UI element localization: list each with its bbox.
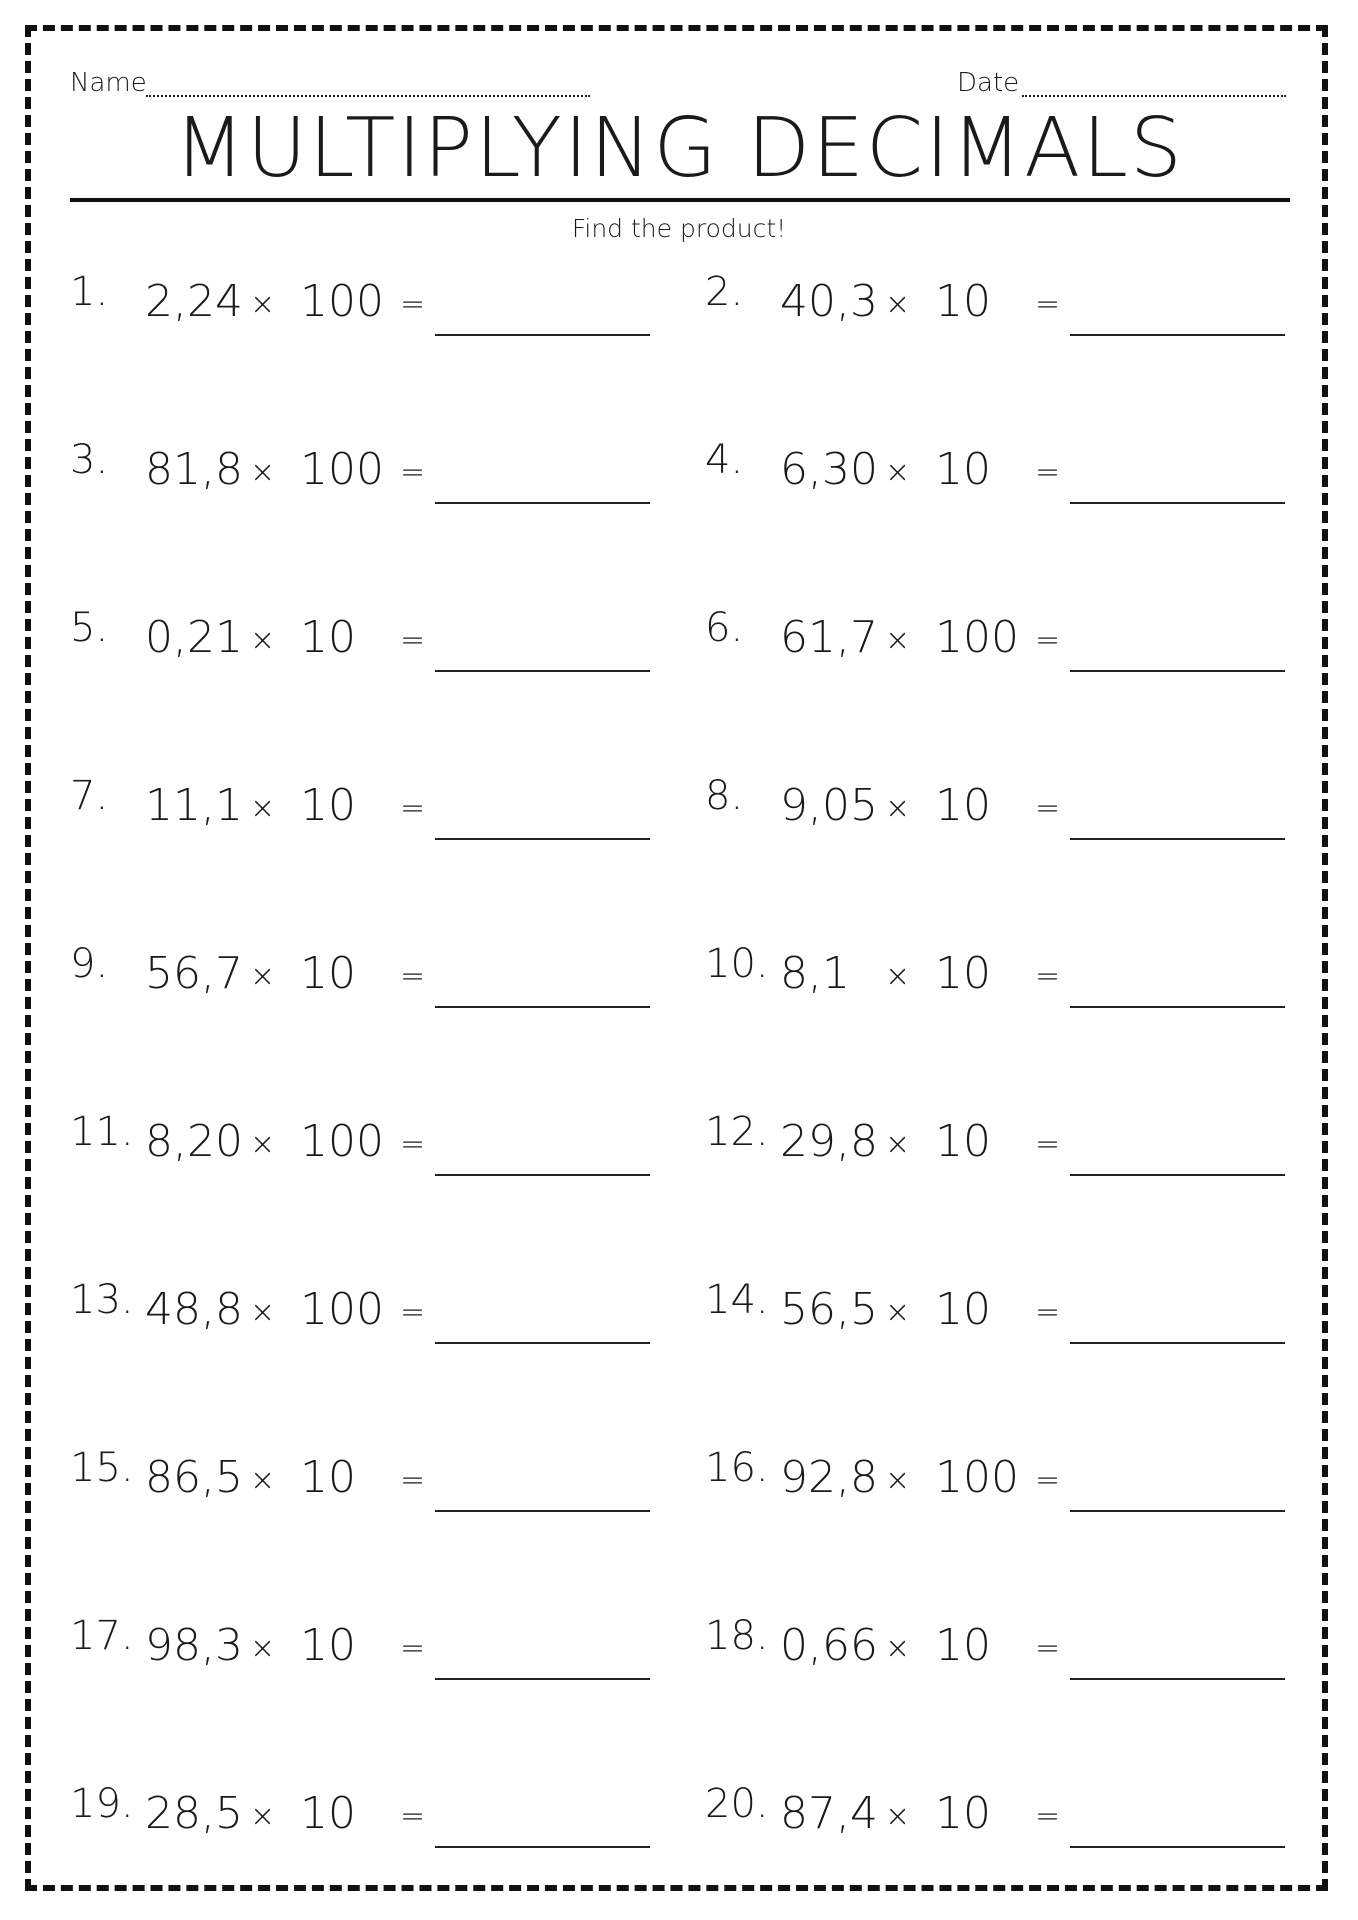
problem-number: 1. [70, 269, 109, 315]
answer-line[interactable] [1070, 1342, 1285, 1344]
multiply-sign: × [250, 623, 276, 658]
equals-sign: = [1035, 959, 1061, 994]
answer-line[interactable] [435, 838, 650, 840]
equals-sign: = [1035, 1127, 1061, 1162]
second-factor: 10 [935, 1788, 991, 1839]
equals-sign: = [400, 1127, 426, 1162]
multiply-sign: × [885, 287, 911, 322]
problem-number: 9. [70, 941, 109, 987]
first-factor: 6,30 [780, 444, 878, 495]
answer-line[interactable] [1070, 838, 1285, 840]
answer-line[interactable] [1070, 1678, 1285, 1680]
multiply-sign: × [250, 455, 276, 490]
date-label: Date [957, 68, 1020, 98]
multiply-sign: × [250, 1463, 276, 1498]
answer-line[interactable] [435, 1174, 650, 1176]
first-factor: 61,7 [780, 612, 878, 663]
problem-item [705, 1781, 1295, 1862]
first-factor: 86,5 [145, 1452, 243, 1503]
equals-sign: = [400, 1799, 426, 1834]
problem-number: 14. [705, 1277, 769, 1323]
multiply-sign: × [250, 959, 276, 994]
first-factor: 87,4 [780, 1788, 878, 1839]
first-factor: 2,24 [145, 276, 243, 327]
problem-number: 11. [70, 1109, 134, 1155]
name-label: Name [70, 68, 147, 98]
problem-item [70, 1277, 660, 1358]
problem-number: 20. [705, 1781, 769, 1827]
problem-item [705, 437, 1295, 518]
second-factor: 10 [300, 1452, 356, 1503]
second-factor: 10 [935, 444, 991, 495]
problem-number: 8. [705, 773, 744, 819]
equals-sign: = [400, 959, 426, 994]
first-factor: 9,05 [780, 780, 878, 831]
problem-item [705, 1109, 1295, 1190]
problem-number: 17. [70, 1613, 134, 1659]
second-factor: 10 [300, 1788, 356, 1839]
multiply-sign: × [250, 1631, 276, 1666]
problem-item [705, 941, 1295, 1022]
problem-number: 6. [705, 605, 744, 651]
problem-item [705, 605, 1295, 686]
equals-sign: = [400, 1295, 426, 1330]
problem-item [70, 1781, 660, 1862]
problem-number: 5. [70, 605, 109, 651]
date-field[interactable] [1022, 95, 1286, 97]
equals-sign: = [400, 1631, 426, 1666]
answer-line[interactable] [435, 502, 650, 504]
multiply-sign: × [250, 1295, 276, 1330]
problem-item [70, 1613, 660, 1694]
equals-sign: = [1035, 791, 1061, 826]
problem-number: 2. [705, 269, 744, 315]
problem-item [705, 1445, 1295, 1526]
multiply-sign: × [885, 455, 911, 490]
problem-item [70, 1109, 660, 1190]
second-factor: 10 [935, 276, 991, 327]
problem-item [70, 1445, 660, 1526]
equals-sign: = [1035, 1295, 1061, 1330]
instructions: Find the product! [571, 214, 787, 243]
multiply-sign: × [885, 1799, 911, 1834]
first-factor: 56,5 [780, 1284, 878, 1335]
second-factor: 100 [935, 612, 1019, 663]
equals-sign: = [400, 623, 426, 658]
problem-number: 7. [70, 773, 109, 819]
multiply-sign: × [250, 791, 276, 826]
answer-line[interactable] [435, 334, 650, 336]
multiply-sign: × [885, 1463, 911, 1498]
page-title: MULTIPLYING DECIMALS [174, 101, 1184, 196]
multiply-sign: × [885, 623, 911, 658]
equals-sign: = [1035, 1463, 1061, 1498]
problem-item [705, 1277, 1295, 1358]
second-factor: 100 [935, 1452, 1019, 1503]
answer-line[interactable] [435, 1846, 650, 1848]
second-factor: 100 [300, 1116, 384, 1167]
answer-line[interactable] [1070, 1006, 1285, 1008]
second-factor: 10 [935, 1620, 991, 1671]
second-factor: 10 [300, 612, 356, 663]
equals-sign: = [1035, 1799, 1061, 1834]
first-factor: 29,8 [780, 1116, 878, 1167]
problem-number: 3. [70, 437, 109, 483]
first-factor: 81,8 [145, 444, 243, 495]
first-factor: 56,7 [145, 948, 243, 999]
second-factor: 10 [935, 780, 991, 831]
answer-line[interactable] [435, 670, 650, 672]
first-factor: 8,20 [145, 1116, 243, 1167]
multiply-sign: × [885, 1127, 911, 1162]
multiply-sign: × [250, 287, 276, 322]
first-factor: 92,8 [780, 1452, 878, 1503]
problem-number: 15. [70, 1445, 134, 1491]
second-factor: 100 [300, 276, 384, 327]
equals-sign: = [400, 287, 426, 322]
answer-line[interactable] [435, 1678, 650, 1680]
problem-number: 16. [705, 1445, 769, 1491]
multiply-sign: × [885, 959, 911, 994]
equals-sign: = [1035, 287, 1061, 322]
multiply-sign: × [250, 1127, 276, 1162]
problem-item [70, 437, 660, 518]
problem-item [70, 269, 660, 350]
answer-line[interactable] [435, 1510, 650, 1512]
problem-item [70, 941, 660, 1022]
answer-line[interactable] [435, 1342, 650, 1344]
problem-number: 19. [70, 1781, 134, 1827]
second-factor: 10 [300, 780, 356, 831]
problem-number: 12. [705, 1109, 769, 1155]
equals-sign: = [1035, 455, 1061, 490]
problem-item [705, 1613, 1295, 1694]
answer-line[interactable] [1070, 1510, 1285, 1512]
multiply-sign: × [885, 791, 911, 826]
first-factor: 48,8 [145, 1284, 243, 1335]
name-field[interactable] [146, 95, 590, 97]
problem-number: 4. [705, 437, 744, 483]
first-factor: 11,1 [145, 780, 243, 831]
second-factor: 10 [935, 1116, 991, 1167]
answer-line[interactable] [1070, 1174, 1285, 1176]
first-factor: 0,66 [780, 1620, 878, 1671]
multiply-sign: × [250, 1799, 276, 1834]
second-factor: 10 [935, 948, 991, 999]
problem-item [70, 605, 660, 686]
first-factor: 40,3 [780, 276, 878, 327]
equals-sign: = [400, 1463, 426, 1498]
problem-item [70, 773, 660, 854]
problem-number: 18. [705, 1613, 769, 1659]
multiply-sign: × [885, 1631, 911, 1666]
equals-sign: = [400, 791, 426, 826]
equals-sign: = [400, 455, 426, 490]
second-factor: 100 [300, 1284, 384, 1335]
answer-line[interactable] [1070, 502, 1285, 504]
first-factor: 8,1 [780, 948, 850, 999]
problem-item [705, 773, 1295, 854]
second-factor: 10 [300, 1620, 356, 1671]
problem-item [705, 269, 1295, 350]
first-factor: 0,21 [145, 612, 243, 663]
equals-sign: = [1035, 623, 1061, 658]
problem-number: 13. [70, 1277, 134, 1323]
second-factor: 10 [935, 1284, 991, 1335]
equals-sign: = [1035, 1631, 1061, 1666]
first-factor: 28,5 [145, 1788, 243, 1839]
answer-line[interactable] [435, 1006, 650, 1008]
answer-line[interactable] [1070, 670, 1285, 672]
multiply-sign: × [885, 1295, 911, 1330]
answer-line[interactable] [1070, 1846, 1285, 1848]
second-factor: 100 [300, 444, 384, 495]
answer-line[interactable] [1070, 334, 1285, 336]
title-underline [70, 198, 1290, 202]
first-factor: 98,3 [145, 1620, 243, 1671]
problem-number: 10. [705, 941, 769, 987]
second-factor: 10 [300, 948, 356, 999]
